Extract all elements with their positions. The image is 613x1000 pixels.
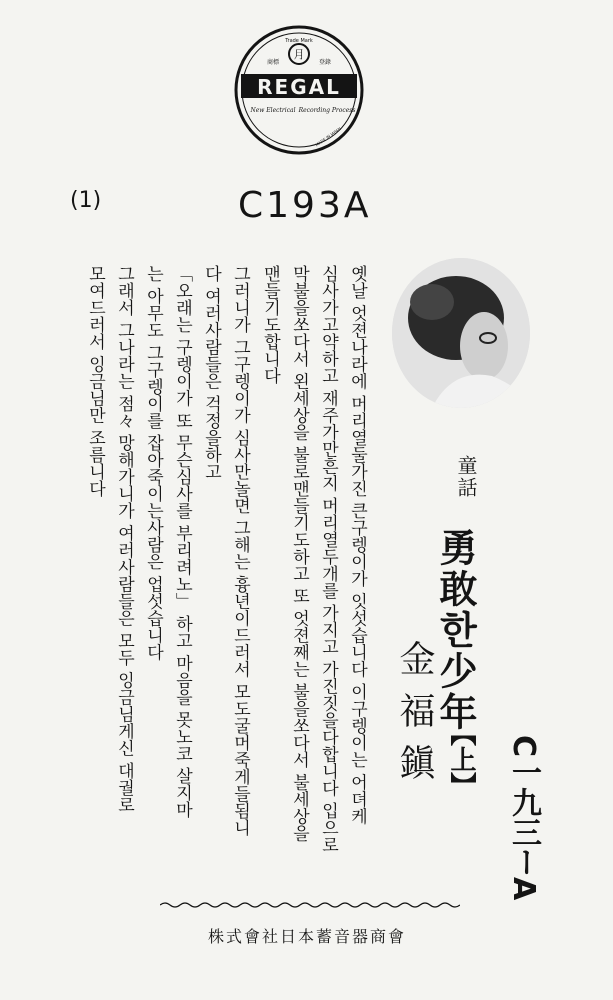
logo-top-left: 商標 <box>266 59 280 66</box>
story-title: 勇敢한少年 <box>433 528 478 733</box>
story-column-3: 막불을쏘다서 왼세상을 불로맨들기도하고 또 엇젼째는 불을쏘다서 불세상을 <box>289 265 309 842</box>
side-code: C一九三ーA <box>506 735 541 901</box>
logo-brand: REGAL <box>257 75 341 99</box>
publisher-footer: 株式會社日本蓄音器商會 <box>207 927 406 946</box>
logo-top-small: Trade Mark <box>285 38 313 44</box>
logo-line-left: New Electrical <box>250 107 296 114</box>
regal-logo-icon <box>233 24 365 156</box>
page-number: (1) <box>70 188 102 213</box>
story-column-6: 다 여러사람들은 걱정을하고 <box>201 265 221 480</box>
logo-top-right: 登錄 <box>318 59 332 66</box>
story-column-4: 맨들기도합니다 <box>260 265 280 384</box>
story-part: 【上】 <box>446 720 476 798</box>
logo-rim-text: MADE IN JAPAN <box>314 126 342 148</box>
story-column-2: 심사가고약하고 재주가만흔지 머리열두개를 가지고 가진짓을다합니다 입으로 <box>318 265 338 854</box>
story-column-8: 는 아무도 그구렝이를 잡아죽이는사람은 업섯습니다 <box>143 265 163 661</box>
catalog-number: C193A <box>238 185 372 226</box>
logo-line-right: Recording Process <box>298 107 356 114</box>
footer-divider <box>160 900 460 910</box>
story-column-1: 옛날 엇젼나라에 머리열둘가진 큰구렝이가 잇섯습니다 이구렝이는 어뎌케 <box>347 265 367 825</box>
story-column-9: 그래서 그나라는 점々 망해가니가 여러사람들은 모두 잉금님게신 대궐로 <box>114 265 134 813</box>
author-portrait <box>392 258 530 408</box>
svg-text:月: 月 <box>293 48 305 61</box>
story-column-10: 모여드러서 잉금님만 조름니다 <box>85 265 105 497</box>
story-author: 金福鎭 <box>394 640 435 796</box>
story-genre: 童話 <box>454 455 478 499</box>
story-column-7: 「오래는 구렝이가 또 무슨심사를 부리려노」 하고 마음을 못노코 살지마 <box>172 265 192 819</box>
story-column-5: 그러니가 그구렝이가 심사만놀면 그해는 흉년이드러서 모도굴머죽게들됨니 <box>230 265 250 837</box>
